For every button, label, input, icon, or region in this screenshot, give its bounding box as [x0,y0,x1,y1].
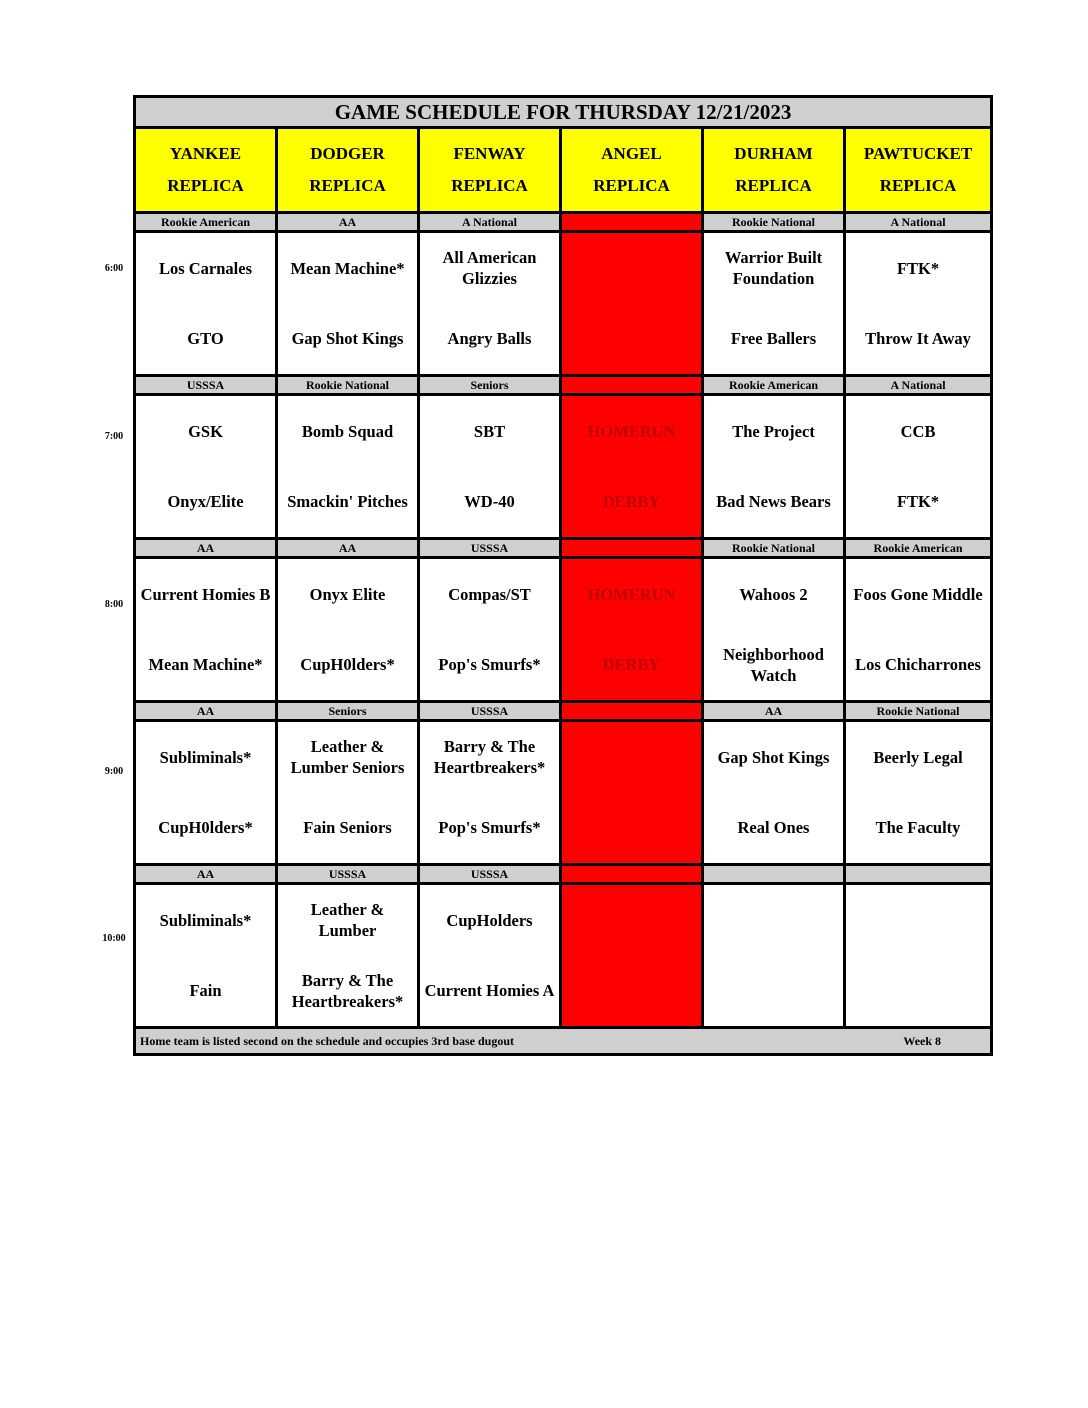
angel-field-cell [561,232,703,376]
angel-field-cell [561,884,703,1028]
division-label: AA [135,865,277,884]
time-label-6: 6:00 [104,263,124,274]
game-cell [135,558,277,702]
away-team: The Project [732,421,815,441]
home-team: Smackin' Pitches [287,492,408,512]
away-team: Warrior Built Foundation [724,248,823,289]
field-name: FENWAY [453,144,526,163]
division-label: Rookie American [135,213,277,232]
away-team: CupHolders [446,910,533,930]
away-team [704,885,843,956]
division-label [845,865,992,884]
away-team: Barry & The Heartbreakers* [433,737,546,778]
home-team [562,956,701,1027]
away-team: Los Carnales [158,258,253,278]
footer-row [135,1028,992,1055]
time-label-10: 10:00 [102,933,126,944]
home-team: Gap Shot Kings [291,329,404,349]
away-team: HOMERUN [587,584,676,604]
division-label: AA [277,213,419,232]
home-team: DERBY [602,655,661,675]
game-cell [135,884,277,1028]
footer-note: Home team is listed second on the schedule and occupies 3rd base dugout [140,1033,515,1048]
division-label [561,539,703,558]
division-label: Rookie National [277,376,419,395]
division-row [135,865,992,884]
field-subtitle: REPLICA [451,176,528,195]
game-cell [845,558,992,702]
home-team: Bad News Bears [716,492,831,512]
home-team: CupH0lders* [300,655,395,675]
field-name: ANGEL [601,144,662,163]
division-label: USSSA [419,702,561,721]
game-cell [845,721,992,865]
field-header-row [135,128,992,213]
game-cell [703,884,845,1028]
division-label [561,376,703,395]
field-header-fenway [419,128,561,213]
away-team: Subliminals* [159,910,252,930]
footer-cell [135,1028,992,1055]
away-team: Onyx Elite [309,584,386,604]
away-team: Current Homies B [140,584,271,604]
game-cell [277,721,419,865]
away-team: Subliminals* [159,747,252,767]
division-label: A National [845,213,992,232]
division-label: Seniors [419,376,561,395]
home-team: Fain [189,981,222,1001]
field-subtitle: REPLICA [735,176,812,195]
division-label: Rookie National [845,702,992,721]
game-cell [277,884,419,1028]
field-subtitle: REPLICA [309,176,386,195]
game-row [135,884,992,1028]
schedule-table [133,95,993,1056]
division-label: A National [845,376,992,395]
field-name: DURHAM [734,144,813,163]
away-team: Bomb Squad [301,421,394,441]
home-team: Mean Machine* [148,655,263,675]
division-row [135,376,992,395]
division-row [135,539,992,558]
game-cell [419,232,561,376]
home-team [562,304,701,375]
away-team: All American Glizzies [442,248,537,289]
home-team: The Faculty [875,818,961,838]
division-label: USSSA [277,865,419,884]
away-team: Foos Gone Middle [853,584,983,604]
division-label [561,865,703,884]
division-label: Rookie American [845,539,992,558]
game-cell [845,884,992,1028]
home-team: Barry & The Heartbreakers* [291,970,404,1011]
away-team [562,233,701,304]
angel-field-cell [561,558,703,702]
division-label [561,213,703,232]
away-team [846,885,990,956]
time-label-8: 8:00 [104,599,124,610]
division-row [135,702,992,721]
division-label [561,702,703,721]
home-team: WD-40 [464,492,515,512]
week-label: Week 8 [903,1033,942,1048]
away-team: FTK* [896,258,940,278]
field-subtitle: REPLICA [167,176,244,195]
game-row [135,721,992,865]
division-label: AA [135,539,277,558]
angel-field-cell [561,721,703,865]
division-label: Seniors [277,702,419,721]
home-team [704,956,843,1027]
division-row [135,213,992,232]
away-team: GSK [188,421,223,441]
away-team: Beerly Legal [873,747,963,767]
field-header-angel [561,128,703,213]
field-header-pawtucket [845,128,992,213]
game-cell [703,721,845,865]
game-cell [135,395,277,539]
away-team: Compas/ST [448,584,531,604]
home-team [846,956,990,1027]
home-team: Pop's Smurfs* [438,655,541,675]
game-cell [277,395,419,539]
angel-field-cell [561,395,703,539]
game-cell [419,721,561,865]
home-team: DERBY [602,492,661,512]
division-label: AA [135,702,277,721]
division-label: Rookie American [703,376,845,395]
home-team: Neighborhood Watch [723,644,824,685]
away-team: SBT [473,421,506,441]
game-cell [703,395,845,539]
home-team: FTK* [896,492,940,512]
home-team: Throw It Away [865,329,971,349]
game-cell [135,232,277,376]
field-header-dodger [277,128,419,213]
time-label-9: 9:00 [104,766,124,777]
home-team: Fain Seniors [303,818,392,838]
away-team: CCB [900,421,936,441]
field-name: DODGER [310,144,385,163]
home-team [562,793,701,864]
game-row [135,232,992,376]
field-subtitle: REPLICA [879,176,957,195]
away-team: Leather & Lumber [310,900,385,941]
game-cell [419,395,561,539]
away-team [562,722,701,793]
game-row [135,395,992,539]
away-team: Wahoos 2 [739,584,808,604]
home-team: Onyx/Elite [167,492,244,512]
away-team: HOMERUN [587,421,676,441]
field-header-yankee [135,128,277,213]
division-label: USSSA [419,539,561,558]
home-team: Free Ballers [730,329,817,349]
division-label: Rookie National [703,213,845,232]
field-name: PAWTUCKET [863,144,973,163]
field-subtitle: REPLICA [593,176,670,195]
division-label [703,865,845,884]
away-team [562,885,701,956]
time-label-7: 7:00 [104,431,124,442]
home-team: Real Ones [737,818,810,838]
home-team: GTO [187,329,224,349]
game-cell [277,558,419,702]
game-cell [135,721,277,865]
game-cell [845,232,992,376]
schedule-title: GAME SCHEDULE FOR THURSDAY 12/21/2023 [135,97,992,128]
game-cell [419,884,561,1028]
home-team: CupH0lders* [158,818,253,838]
division-label: A National [419,213,561,232]
game-row [135,558,992,702]
game-cell [277,232,419,376]
division-label: Rookie National [703,539,845,558]
division-label: AA [277,539,419,558]
game-cell [419,558,561,702]
home-team: Angry Balls [447,329,532,349]
game-cell [703,232,845,376]
away-team: Leather & Lumber Seniors [290,737,405,778]
game-cell [845,395,992,539]
field-name: YANKEE [169,144,242,163]
division-label: AA [703,702,845,721]
game-cell [703,558,845,702]
home-team: Current Homies A [424,981,555,1001]
home-team: Pop's Smurfs* [438,818,541,838]
home-team: Los Chicharrones [855,655,981,675]
field-header-durham [703,128,845,213]
division-label: USSSA [419,865,561,884]
away-team: Gap Shot Kings [717,747,830,767]
away-team: Mean Machine* [290,258,405,278]
division-label: USSSA [135,376,277,395]
